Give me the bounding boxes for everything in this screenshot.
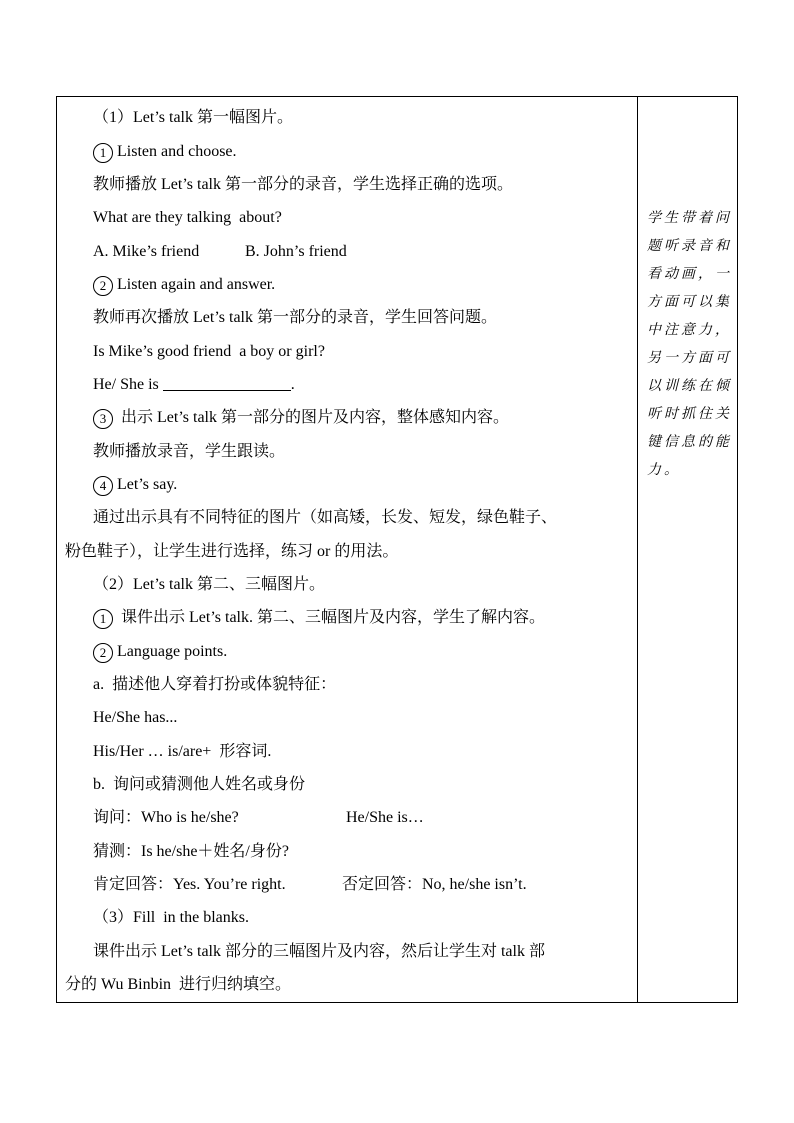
step-text: Let’s say. xyxy=(117,476,178,493)
fill-blank-line xyxy=(93,375,295,395)
step-number: 1 xyxy=(93,143,113,163)
text-line: 分的 Wu Binbin 进行归纳填空。 xyxy=(65,976,292,993)
option-b: B. John’s friend xyxy=(245,243,347,260)
step-number: 4 xyxy=(93,476,113,496)
step-courseware xyxy=(93,608,545,629)
step-text: Language points. xyxy=(117,643,228,660)
step-text: Listen again and answer. xyxy=(117,276,276,293)
answer-blank xyxy=(163,376,291,391)
text-line: His/Her … is/are+ 形容词. xyxy=(93,743,272,760)
step-listen-choose xyxy=(93,142,237,163)
lesson-table xyxy=(56,96,738,1003)
text-line: 粉色鞋子），让学生进行选择，练习 or 的用法。 xyxy=(65,543,399,560)
blank-suffix: . xyxy=(290,376,295,393)
text-line: 猜测：Is he/she＋姓名/身份? xyxy=(93,843,289,860)
text-line: b. 询问或猜测他人姓名或身份 xyxy=(93,776,306,793)
text-line: 课件出示 Let’s talk 部分的三幅图片及内容，然后让学生对 talk 部 xyxy=(93,943,545,960)
text-line: 教师再次播放 Let’s talk 第一部分的录音，学生回答问题。 xyxy=(93,309,497,326)
text-line: a. 描述他人穿着打扮或体貌特征： xyxy=(93,676,337,693)
step-show-pictures xyxy=(93,408,509,429)
section-2-heading: （2）Let’s talk 第二、三幅图片。 xyxy=(93,576,325,593)
text-line: 教师播放 Let’s talk 第一部分的录音，学生选择正确的选项。 xyxy=(93,176,513,193)
step-language-points xyxy=(93,642,227,663)
text-line: 通过出示具有不同特征的图片（如高矮，长发、短发，绿色鞋子、 xyxy=(93,509,558,526)
step-number: 3 xyxy=(93,409,113,429)
section-1-heading: （1）Let’s talk 第一幅图片。 xyxy=(93,109,293,126)
step-text: 课件出示 Let’s talk. 第二、三幅图片及内容，学生了解内容。 xyxy=(117,609,545,626)
question-line: Is Mike’s good friend a boy or girl? xyxy=(93,343,325,360)
step-text: Listen and choose. xyxy=(117,143,237,160)
ask-line: 询问：Who is he/she? xyxy=(93,809,239,826)
procedure-cell xyxy=(57,97,637,1002)
step-text: 出示 Let’s talk 第一部分的图片及内容，整体感知内容。 xyxy=(117,409,509,426)
question-line: What are they talking about? xyxy=(93,209,282,226)
ask-answer: He/She is… xyxy=(346,809,424,826)
step-number: 2 xyxy=(93,643,113,663)
blank-prefix: He/ She is xyxy=(93,376,163,393)
text-line: 教师播放录音，学生跟读。 xyxy=(93,443,286,460)
option-a: A. Mike’s friend xyxy=(93,243,200,260)
step-number: 1 xyxy=(93,609,113,629)
step-number: 2 xyxy=(93,276,113,296)
text-line: He/She has... xyxy=(93,709,178,726)
section-3-heading: （3）Fill in the blanks. xyxy=(93,909,250,926)
negative-answer: 否定回答：No, he/she isn’t. xyxy=(342,876,527,893)
positive-answer: 肯定回答：Yes. You’re right. xyxy=(93,876,286,893)
design-intent-cell xyxy=(638,97,738,1002)
step-lets-say xyxy=(93,475,177,496)
step-listen-answer xyxy=(93,275,275,296)
design-intent-note: 学生带着问题听录音和看动画，一方面可以集中注意力，另一方面可以训练在倾听时抓住关键信息的能力。 xyxy=(647,211,732,478)
